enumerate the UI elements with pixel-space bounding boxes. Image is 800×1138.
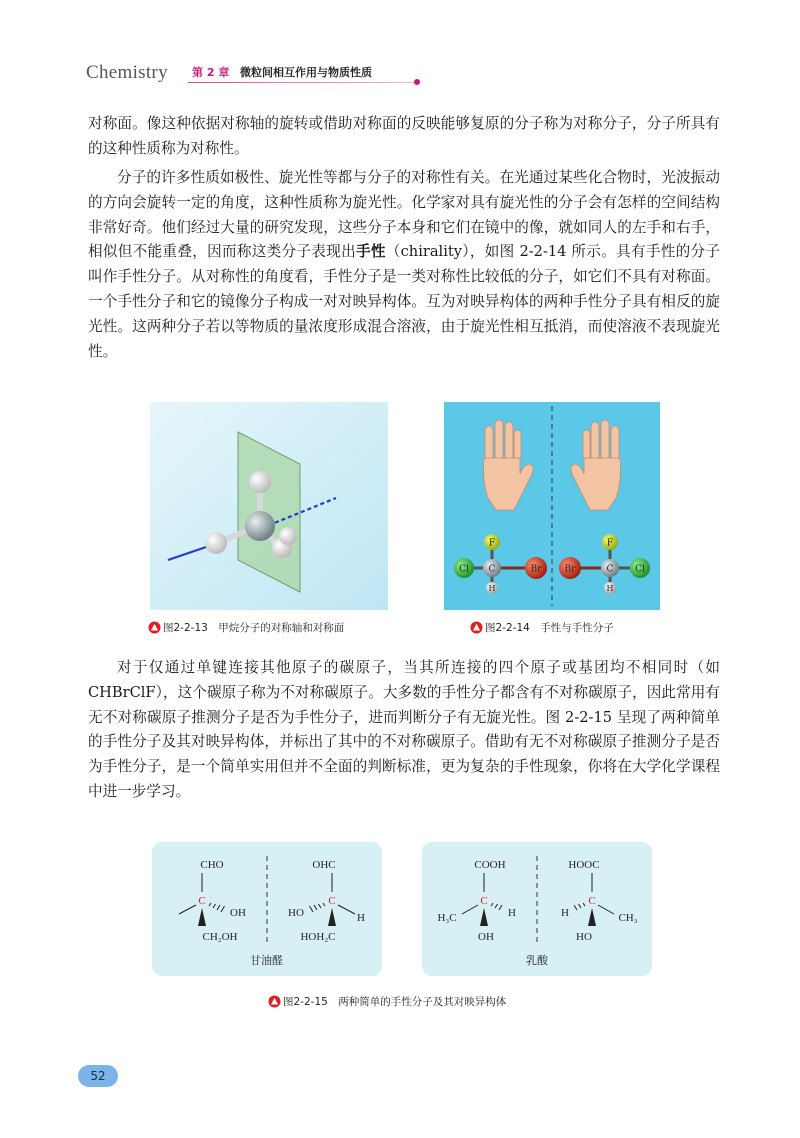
atom-c-left: C — [488, 564, 496, 575]
running-header — [86, 60, 416, 90]
atom-br-left: Br — [530, 564, 542, 575]
gly-left-top: CHO — [200, 859, 224, 871]
page-number: 52 — [78, 1065, 118, 1087]
atom-h-right: H — [606, 584, 614, 593]
figure-chirality-hands — [444, 402, 660, 610]
panel-glyceraldehyde — [152, 842, 382, 976]
header-brand: Chemistry — [86, 62, 168, 83]
paragraph-1: 对称面。像这种依据对称轴的旋转或借助对称面的反映能够复原的分子称为对称分子，分子所具有的这种性质称为对称性。 — [88, 115, 720, 157]
header-dot — [414, 79, 420, 85]
atom-h-left: H — [488, 584, 496, 593]
figure-methane — [150, 402, 388, 610]
lac-left-bottom: OH — [478, 931, 494, 943]
atom-br-right: Br — [564, 564, 576, 575]
methane-illustration — [150, 402, 388, 610]
lac-right-bottom: HO — [576, 931, 592, 943]
gly-right-c: C — [328, 895, 336, 907]
atom-f-left: F — [488, 538, 496, 549]
atom-cl-right: Cl — [635, 564, 645, 575]
gly-left-oh: OH — [230, 907, 246, 919]
gly-right-ho: HO — [288, 907, 304, 919]
label-glyceraldehyde: 甘油醛 — [250, 954, 283, 967]
header-rule — [188, 82, 416, 83]
paragraph-2 — [88, 166, 720, 364]
panel-lactic-acid — [422, 842, 652, 976]
label-lactic-acid: 乳酸 — [526, 954, 548, 967]
lac-left-top: COOH — [474, 859, 506, 871]
lac-right-h: H — [561, 907, 569, 919]
term-chirality: 手性 — [355, 243, 386, 261]
header-title: 微粒间相互作用与物质性质 — [240, 66, 372, 79]
gly-left-c: C — [198, 895, 206, 907]
hands-illustration — [444, 402, 660, 610]
caption-triangle-icon — [470, 621, 483, 634]
gly-right-h: H — [357, 912, 365, 924]
lac-left-h: H — [508, 907, 516, 919]
atom-c-right: C — [606, 564, 614, 575]
caption-fig-2-2-15 — [268, 994, 506, 1009]
paragraph-3: 对于仅通过单键连接其他原子的碳原子，当其所连接的四个原子或基团均不相同时（如 CHBrClF），这个碳原子称为不对称碳原子。大多数的手性分子都含有不对称碳原子，因此常用有无不对称碳原子推测分子是否为手性分子，进而判断分子有无旋光性。图 2-2-15 呈现了两种简单的手性分子及其对映异构体，并标出了其中的不对称碳原子。借助有无不对称碳原子推测分子是否为手性分子，是一个简单实用但并不全面的判断标准，更为复杂的手性现象，你将在大学化学课程中进一步学习。 — [88, 659, 720, 800]
paragraph-2-text-a: 分子的许多性质如极性、旋光性等都与分子的对称性有关。在光通过某些化合物时，光波振动的方向会旋转一定的角度，这种性质称为旋光性。化学家对具有旋光性的分子会有怎样的空间结构非常好奇。他们经过大量的研究发现，这些分子本身和它们在镜中的像，就如同人的左手和右手，相似但不能重叠，因而称这类分子表现出 — [88, 169, 720, 261]
lac-right-ch3: CH₃ — [618, 912, 638, 924]
paragraph-2-text-b: （chirality），如图 2-2-14 所示。具有手性的分子叫作手性分子。从对称性的角度看，手性分子是一类对称性比较低的分子，如它们不具有对称面。一个手性分子和它的镜像分子构成一对对映异构体。互为对映异构体的两种手性分子具有相反的旋光性。这两种分子若以等物质的量浓度形成混合溶液，由于旋光性相互抵消，而使溶液不表现旋光性。 — [88, 243, 720, 360]
lac-right-c: C — [588, 895, 596, 907]
gly-left-bottom: CH₂OH — [202, 931, 238, 943]
gly-right-bottom: HOH₂C — [300, 931, 336, 943]
caption-triangle-icon — [268, 995, 281, 1008]
caption-fig-2-2-13-text: 图2-2-13 甲烷分子的对称轴和对称面 — [163, 622, 345, 634]
lac-left-c: C — [480, 895, 488, 907]
caption-fig-2-2-15-text: 图2-2-15 两种简单的手性分子及其对映异构体 — [283, 996, 507, 1008]
caption-fig-2-2-14-text: 图2-2-14 手性与手性分子 — [485, 622, 614, 634]
caption-fig-2-2-14 — [470, 620, 614, 635]
gly-right-top: OHC — [312, 859, 336, 871]
atom-f-right: F — [606, 538, 614, 549]
lac-right-top: HOOC — [568, 859, 600, 871]
caption-fig-2-2-13 — [148, 620, 344, 635]
caption-triangle-icon — [148, 621, 161, 634]
header-chapter: 第 2 章 — [192, 66, 230, 79]
lac-left-h3c: H₃C — [437, 912, 457, 924]
atom-cl-left: Cl — [459, 564, 469, 575]
